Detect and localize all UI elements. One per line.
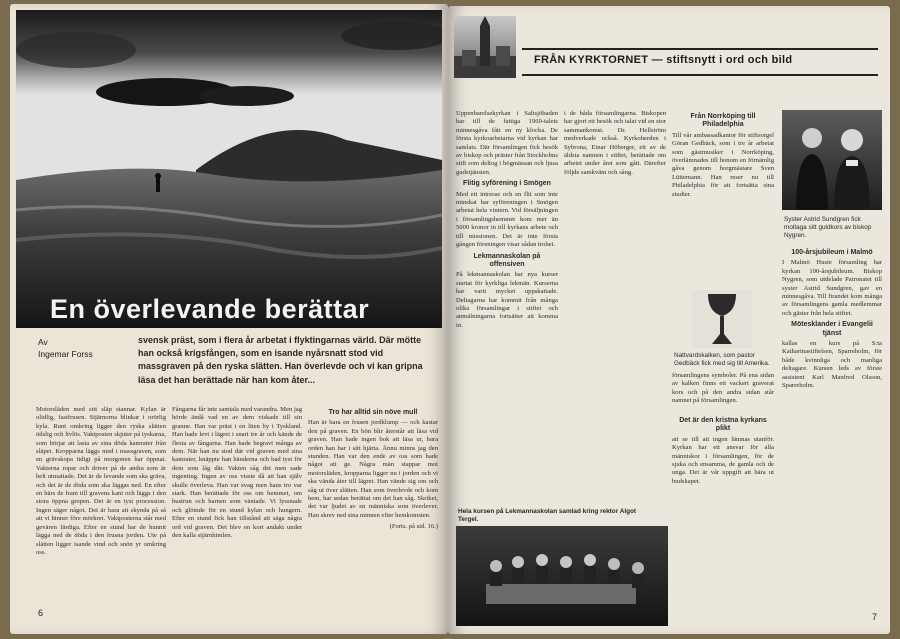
right-column-1-subhead-1: Flitig syförening i Smögen	[463, 180, 551, 188]
left-column-3-subhead: Tro har alltid sin növe mull	[328, 409, 418, 416]
right-column-3c	[672, 414, 774, 505]
landscape-illustration	[16, 10, 442, 328]
section-title: FRÅN KYRKTORNET — stiftsnytt i ord och bild	[534, 54, 793, 66]
right-column-3	[672, 110, 774, 286]
church-tower-photo	[454, 16, 516, 78]
people-icon	[782, 110, 882, 210]
right-column-4-text-2: kallas en kurs på S:ta Katharinastiftelsen, Sparreholm, för både kvinnliga och manliga deltagare. Kursen leds av förste assistent Karl Manfred Olsson, Sparreholm.	[782, 340, 882, 390]
right-column-4-subhead-1: 100-årsjubileum i Malmö	[791, 249, 873, 256]
group-meeting-icon	[456, 526, 668, 626]
chalice-photo	[692, 290, 752, 348]
right-column-1-text: Uppenbarelsekyrkan i Saltsjöbaden har till de fattiga 1960-talets minnesgåva fått en ny klocka. De första kyrkoarbetarna vid kyrkan har samlats. Där församlingen fick besök av biskop och präster från Stockholms stift som deltog i högmässan och ljusa gudstjänsten.	[456, 110, 558, 176]
right-column-3-subhead-2: Det är den kristna kyrkans plikt	[679, 417, 767, 433]
right-column-2	[564, 110, 666, 505]
right-column-3b	[672, 372, 774, 412]
right-column-3-text-2: att se till att ingen lämnas utanför. Kyrkan har ett ansvar för alla människor i församlingen, för de sjuka och ensamma, de gamla och de unga. Det är vår uppgift att bära ut budskapet.	[672, 435, 774, 485]
group-photo	[456, 526, 668, 626]
church-tower-icon	[454, 16, 516, 78]
left-column-1-text: Motorsläden med sitt släp stannar. Kylan är olidlig, fastfrusen. Stjärnorna blinkar i orörlig kyla. Runt omkring ligger den ryska slätten ödslig och livlös. Vaktposten skjuter på tyskarna, som börjar att lasta av sina döda kamrater från släpet. Kropparna läggs med i massgraven, som en grävskopa tidigt på morgonen har öppnat. Vakterna ropar och driver på de andra som är helt utmattade. Det är de levande som ska gräva, och det är de döda som ska läggas ned. En efter en bärs de fram till gravens kant och läggs i den stora öppna gropen. Det är en tyst procession. Ingen säger något. Det är bara att skynda på så att vi hinner före mörkret. Vaktposterna står med gevären färdiga. Efter en stund har de hunnit lägga ned de döda i den frusna jorden. Ute på slätten ligger isande vind och snön yr omkring oss.	[36, 406, 166, 556]
page-number-right: 7	[872, 612, 878, 622]
article-intro: svensk präst, som i flera år arbetat i flyktingarnas värld. Där mötte han också krigsfången, som en isande nyårsnatt stod vid massgraven på den ryska slätten. Han överlevde och vi kan gripna läsa det han berättade när han kom åter...	[138, 335, 423, 385]
left-column-3-text: Han är bara en frusen jordklump — och kastar den på graven. En bön blir återstår att läsa vid graven. Han hade ingen bok att läsa ur, bara orden han bar i sitt hjärta. Ännu minns jag den stunden. Han var den ende av oss som hade något att ge. Några män stappar mot motorsläden, kropparna ligger nu i jorden och vi ska vända åter till lägret. Han vände sig om och såg ut över slätten. Han som överlevde och kom hem, har sedan berättat om det han såg. Skriket, det var ljudet av en människa som överlever. Han skrev ned sina minnen efter hemkomsten.	[308, 419, 438, 519]
left-column-2-text: Fångarna får inte samtala med varandra. Men jag hörde ändå vad en av dem viskade till sin granne. Han var präst i en liten by i Tyskland. Han hade levt i lägret i snart tre år och kände de flesta av fångarna. Han hade begravt många av dem. När han nu stod där vid graven med sina kamrater, knäppte han händerna och bad tyst för dem som låg där. Vakten såg det men sade ingenting. Ingen av oss visste då att han själv skulle överleva. Han var svag men hans tro var stark. Han berättade för oss om hemmet, om hustrun och barnen som väntade. Vi lyssnade och glömde för en stund kylan och hungern. Efter en stund fick han tillstånd att säga några ord vid graven. Det blev en kort andakt under den kalla stjärnhimlen.	[172, 406, 302, 540]
chalice-icon	[692, 290, 752, 348]
right-page	[448, 6, 890, 634]
right-column-1	[456, 110, 558, 505]
right-column-1-text-2: Med ett intresse och en flit som inte minskat har syföreningen i Smögen arbetat hela vintern. Vid försäljningen i församlingshemmet kom mer än 5000 kronor in till kyrkans arbete och till missionen. Det är inte första gången föreningen visar sådan trohet.	[456, 190, 558, 249]
group-photo-caption: Hela kursen på Lekmannaskolan samlad kring rektor Algot Tergel.	[458, 508, 637, 523]
right-column-1-text-3: På lekmannaskolan har nya kurser startat för kyrkliga lekmän. Kurserna har varit mycket uppskattade. Deltagarna har kommit från många olika församlingar i stiftet och anmälningarna fortsätter att komma in.	[456, 271, 558, 329]
page-number-left: 6	[38, 608, 44, 618]
chalice-caption: Nattvardskalken, som pastor Gedbäck fick med sig till Amerika.	[674, 352, 770, 367]
right-column-4-text: I Malmö Husie församling har kyrkan 100-årsjubileum. Biskop Nygren, som utdelade Patronatet till syster Astrid Sundgren, gav en minnesgåva. Till firandet kom många av församlingens gamla medlemmar och gäster från hela stiftet.	[782, 259, 882, 317]
article-title: En överlevande berättar	[50, 294, 370, 324]
right-column-3-text: Till vår ambassadkantor för stiftsorgel Göran Gedbäck, som i tre år arbetat som gästmusiker i Norrköping, överlämnades till honom en förnämlig gåva genom borgmästare Sven Lüttemann. Han reser nu till Philadelphia för att fortsätta sina studier.	[672, 131, 774, 198]
right-column-4	[782, 246, 882, 546]
left-column-3	[308, 406, 438, 618]
right-column-3-text-3: församlingens symboler. På ena sidan av kalken finns ett vackert graverat kors och på den andra sidan står namnet på församlingen.	[672, 372, 774, 405]
continued-note: (Forts. på sid. 16.)	[389, 523, 438, 531]
nun-bishop-caption: Syster Astrid Sundgren fick motlaga sitt guldkors av biskop Nygren.	[784, 216, 872, 239]
hero-photo	[16, 10, 442, 328]
byline-prefix: Av	[38, 337, 48, 347]
left-page	[10, 4, 448, 634]
right-column-3-subhead-1: Från Norrköping till Philadelphia	[690, 113, 756, 129]
right-column-2-text: i de båda församlingarna. Biskopen har gjort ett besök och talat vid en stor sammankomst. Dr. Hellström medverkade också. Kyrkoherden i Sybrona, Einar Höberger, ett av de äldsta namnen i stiftet, berättade om arbetet under året som gått. Därefter följde samkväm och sång.	[564, 110, 666, 176]
left-column-2	[172, 406, 302, 618]
left-column-1	[36, 406, 166, 618]
nun-bishop-photo	[782, 110, 882, 210]
byline	[38, 336, 134, 360]
byline-author: Ingemar Forss	[38, 349, 93, 359]
right-column-1-subhead-2: Lekmannaskolan på offensiven	[473, 252, 541, 268]
right-column-4-subhead-2: Mötesklander i Evangelii tjänst	[791, 321, 873, 337]
